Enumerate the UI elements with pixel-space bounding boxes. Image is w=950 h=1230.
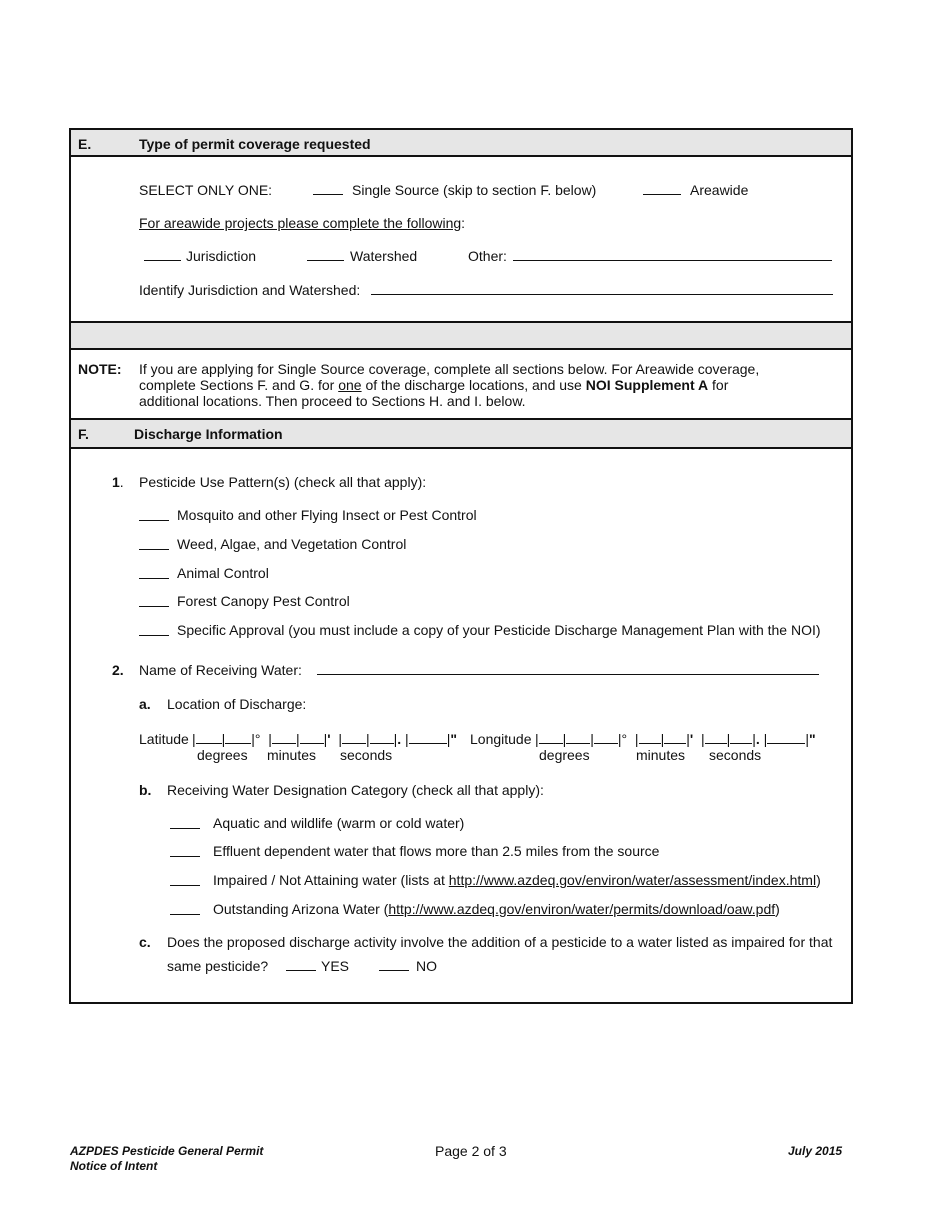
- item-b-text: Receiving Water Designation Category (check all that apply):: [167, 782, 544, 798]
- identify-field[interactable]: [371, 282, 833, 295]
- item-c-label: c.: [139, 934, 151, 950]
- outstanding-suffix: ): [775, 901, 780, 917]
- yes-blank[interactable]: [286, 958, 316, 971]
- note-line-2: [139, 377, 728, 393]
- section-f-letter: F.: [78, 426, 89, 442]
- other-field[interactable]: [513, 248, 832, 261]
- item-b-label: b.: [139, 782, 152, 798]
- divider: [71, 447, 851, 449]
- lon-degrees-label: degrees: [539, 747, 590, 763]
- no-blank[interactable]: [379, 958, 409, 971]
- impaired-prefix: Impaired / Not Attaining water (lists at: [213, 872, 449, 888]
- footer-permit-name: AZPDES Pesticide General Permit: [70, 1144, 264, 1158]
- q1-number: [112, 474, 124, 490]
- use-pattern-blank[interactable]: [139, 537, 169, 550]
- item-a-text: Location of Discharge:: [167, 696, 307, 712]
- spacer-band: [71, 323, 851, 349]
- note-supplement: NOI Supplement A: [585, 377, 709, 393]
- use-pattern-label: Specific Approval (you must include a copy of your Pesticide Discharge Management Plan with the NOI): [177, 622, 821, 638]
- note-line-2c: for: [708, 377, 729, 393]
- note-label: NOTE:: [78, 361, 122, 377]
- identify-label: Identify Jurisdiction and Watershed:: [139, 282, 361, 298]
- footer-page-number: Page 2 of 3: [435, 1143, 507, 1159]
- use-pattern-label: Animal Control: [177, 565, 269, 581]
- single-source-blank[interactable]: [313, 182, 343, 195]
- lon-minutes-label: minutes: [636, 747, 686, 763]
- areawide-instructions-colon: :: [461, 215, 466, 231]
- latitude-entry[interactable]: | | |° | | |' | | |. | |": [192, 731, 457, 747]
- outstanding-link[interactable]: http://www.azdeq.gov/environ/water/permits/download/oaw.pdf: [388, 901, 776, 917]
- outstanding-prefix: Outstanding Arizona Water (: [213, 901, 389, 917]
- receiving-water-field[interactable]: [317, 662, 819, 675]
- watershed-label: Watershed: [350, 248, 418, 264]
- lat-minutes-label: minutes: [267, 747, 317, 763]
- areawide-instructions-text: For areawide projects please complete the following: [139, 215, 462, 231]
- longitude-entry[interactable]: | | | |° | | |' | | |. | |": [535, 731, 816, 747]
- longitude-label: Longitude: [470, 731, 532, 747]
- yes-label: YES: [321, 958, 350, 974]
- designation-aquatic: Aquatic and wildlife (warm or cold water): [213, 815, 465, 831]
- designation-outstanding: [213, 901, 780, 917]
- designation-blank[interactable]: [170, 873, 200, 886]
- item-c-line-1: Does the proposed discharge activity involve the addition of a pesticide to a water listed as impaired for that: [167, 934, 833, 950]
- single-source-label: Single Source (skip to section F. below): [352, 182, 597, 198]
- note-one: one: [338, 377, 362, 393]
- designation-impaired: [213, 872, 821, 888]
- use-pattern-blank[interactable]: [139, 508, 169, 521]
- note-line-3: additional locations. Then proceed to Sections H. and I. below.: [139, 393, 526, 409]
- item-c-line-2: same pesticide?: [167, 958, 269, 974]
- divider: [71, 348, 851, 350]
- q1-num: 1: [112, 474, 120, 490]
- use-pattern-blank[interactable]: [139, 566, 169, 579]
- no-label: NO: [416, 958, 437, 974]
- note-line-2a: complete Sections F. and G. for: [139, 377, 339, 393]
- section-e-title: Type of permit coverage requested: [139, 136, 371, 152]
- q1-dot: .: [119, 474, 124, 490]
- areawide-blank[interactable]: [643, 182, 681, 195]
- section-f-title: Discharge Information: [134, 426, 283, 442]
- use-pattern-blank[interactable]: [139, 594, 169, 607]
- designation-blank[interactable]: [170, 816, 200, 829]
- lat-degrees-label: degrees: [197, 747, 248, 763]
- q2-text: Name of Receiving Water:: [139, 662, 302, 678]
- designation-blank[interactable]: [170, 902, 200, 915]
- lat-seconds-label: seconds: [340, 747, 393, 763]
- designation-effluent: Effluent dependent water that flows more than 2.5 miles from the source: [213, 843, 660, 859]
- use-pattern-label: Weed, Algae, and Vegetation Control: [177, 536, 407, 552]
- jurisdiction-blank[interactable]: [144, 248, 181, 261]
- designation-blank[interactable]: [170, 844, 200, 857]
- use-pattern-blank[interactable]: [139, 623, 169, 636]
- use-pattern-label: Forest Canopy Pest Control: [177, 593, 350, 609]
- impaired-suffix: ): [816, 872, 821, 888]
- select-only-one-label: SELECT ONLY ONE:: [139, 182, 273, 198]
- other-label: Other:: [468, 248, 507, 264]
- areawide-instructions: [139, 215, 465, 231]
- section-e-letter: E.: [78, 136, 92, 152]
- impaired-link[interactable]: http://www.azdeq.gov/environ/water/assessment/index.html: [448, 872, 817, 888]
- latitude-label: Latitude: [139, 731, 189, 747]
- use-pattern-label: Mosquito and other Flying Insect or Pest Control: [177, 507, 477, 523]
- footer-notice: Notice of Intent: [70, 1159, 158, 1173]
- watershed-blank[interactable]: [307, 248, 344, 261]
- item-a-label: a.: [139, 696, 151, 712]
- lon-seconds-label: seconds: [709, 747, 762, 763]
- divider: [71, 155, 851, 157]
- q2-number: 2.: [112, 662, 124, 678]
- note-line-1: If you are applying for Single Source coverage, complete all sections below. For Areawide coverage,: [139, 361, 760, 377]
- footer-date: July 2015: [788, 1144, 843, 1158]
- areawide-label: Areawide: [690, 182, 749, 198]
- jurisdiction-label: Jurisdiction: [186, 248, 257, 264]
- q1-text: Pesticide Use Pattern(s) (check all that apply):: [139, 474, 427, 490]
- note-line-2b: of the discharge locations, and use: [361, 377, 586, 393]
